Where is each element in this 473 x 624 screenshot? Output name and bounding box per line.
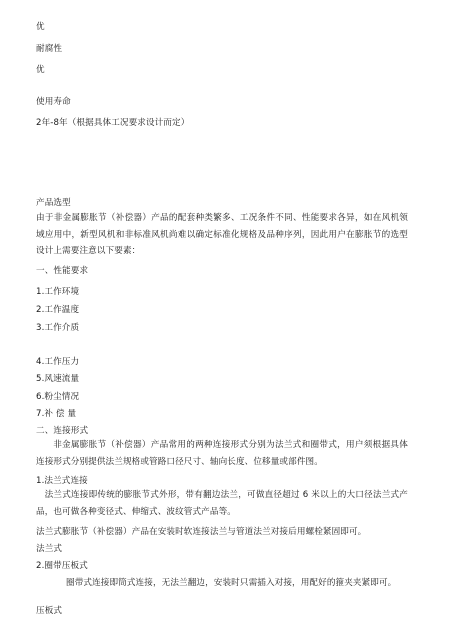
band-connection-paragraph: 圈带式连接即筒式连接，无法兰翻边，安装时只需插入对接，用配好的箍夹夹紧即可。 <box>66 578 397 588</box>
corrosion-resistance-label: 耐腐性 <box>36 44 63 54</box>
plate-type-label: 压板式 <box>36 606 63 616</box>
section-performance-requirements: 一、性能要求 <box>36 266 89 276</box>
flange-type-label: 法兰式 <box>36 544 63 554</box>
rating-value: 优 <box>36 22 45 32</box>
flange-connection-paragraph: 法兰式连接即传统的膨胀节式外形，带有翻边法兰，可做直径超过 6 米以上的大口径法兰式产品，也可做各种变径式、伸缩式、波纹管式产品等。 <box>36 490 408 517</box>
list-item-wind-speed-flow: 5.风速流量 <box>36 374 80 384</box>
flange-installation-note: 法兰式膨胀节（补偿器）产品在安装时软连接法兰与管道法兰对接后用螺栓紧固即可。 <box>36 527 367 537</box>
section-connection-forms: 二、连接形式 <box>36 426 89 436</box>
list-item-dust-condition: 6.粉尘情况 <box>36 392 80 402</box>
service-life-value: 2年-8年（根据具体工况要求设计而定） <box>36 118 190 128</box>
product-selection-heading: 产品选型 <box>36 198 71 208</box>
service-life-heading: 使用寿命 <box>36 97 71 107</box>
selection-intro-paragraph: 由于非金属膨胀节（补偿器）产品的配套种类繁多、工况条件不同、性能要求各异，如在风机领域应用中，新型风机和非标准风机尚难以确定标准化规格及品种序列，因此用户在膨胀节的选型设计上需要注意以下要素： <box>36 213 408 256</box>
list-item-working-environment: 1.工作环境 <box>36 287 80 297</box>
list-item-working-pressure: 4.工作压力 <box>36 357 80 367</box>
band-plate-heading: 2.圈带压板式 <box>36 561 88 571</box>
flange-connection-heading: 1.法兰式连接 <box>36 476 88 486</box>
list-item-compensation-amount: 7.补 偿 量 <box>36 409 77 419</box>
list-item-working-temperature: 2.工作温度 <box>36 305 80 315</box>
connection-forms-paragraph: 非金属膨胀节（补偿器）产品常用的两种连接形式分别为法兰式和圈带式，用户须根据具体连接形式分别提供法兰规格或管路口径尺寸、轴向长度、位移量或部件图。 <box>36 440 408 467</box>
list-item-working-medium: 3.工作介质 <box>36 323 80 333</box>
corrosion-resistance-value: 优 <box>36 65 45 75</box>
